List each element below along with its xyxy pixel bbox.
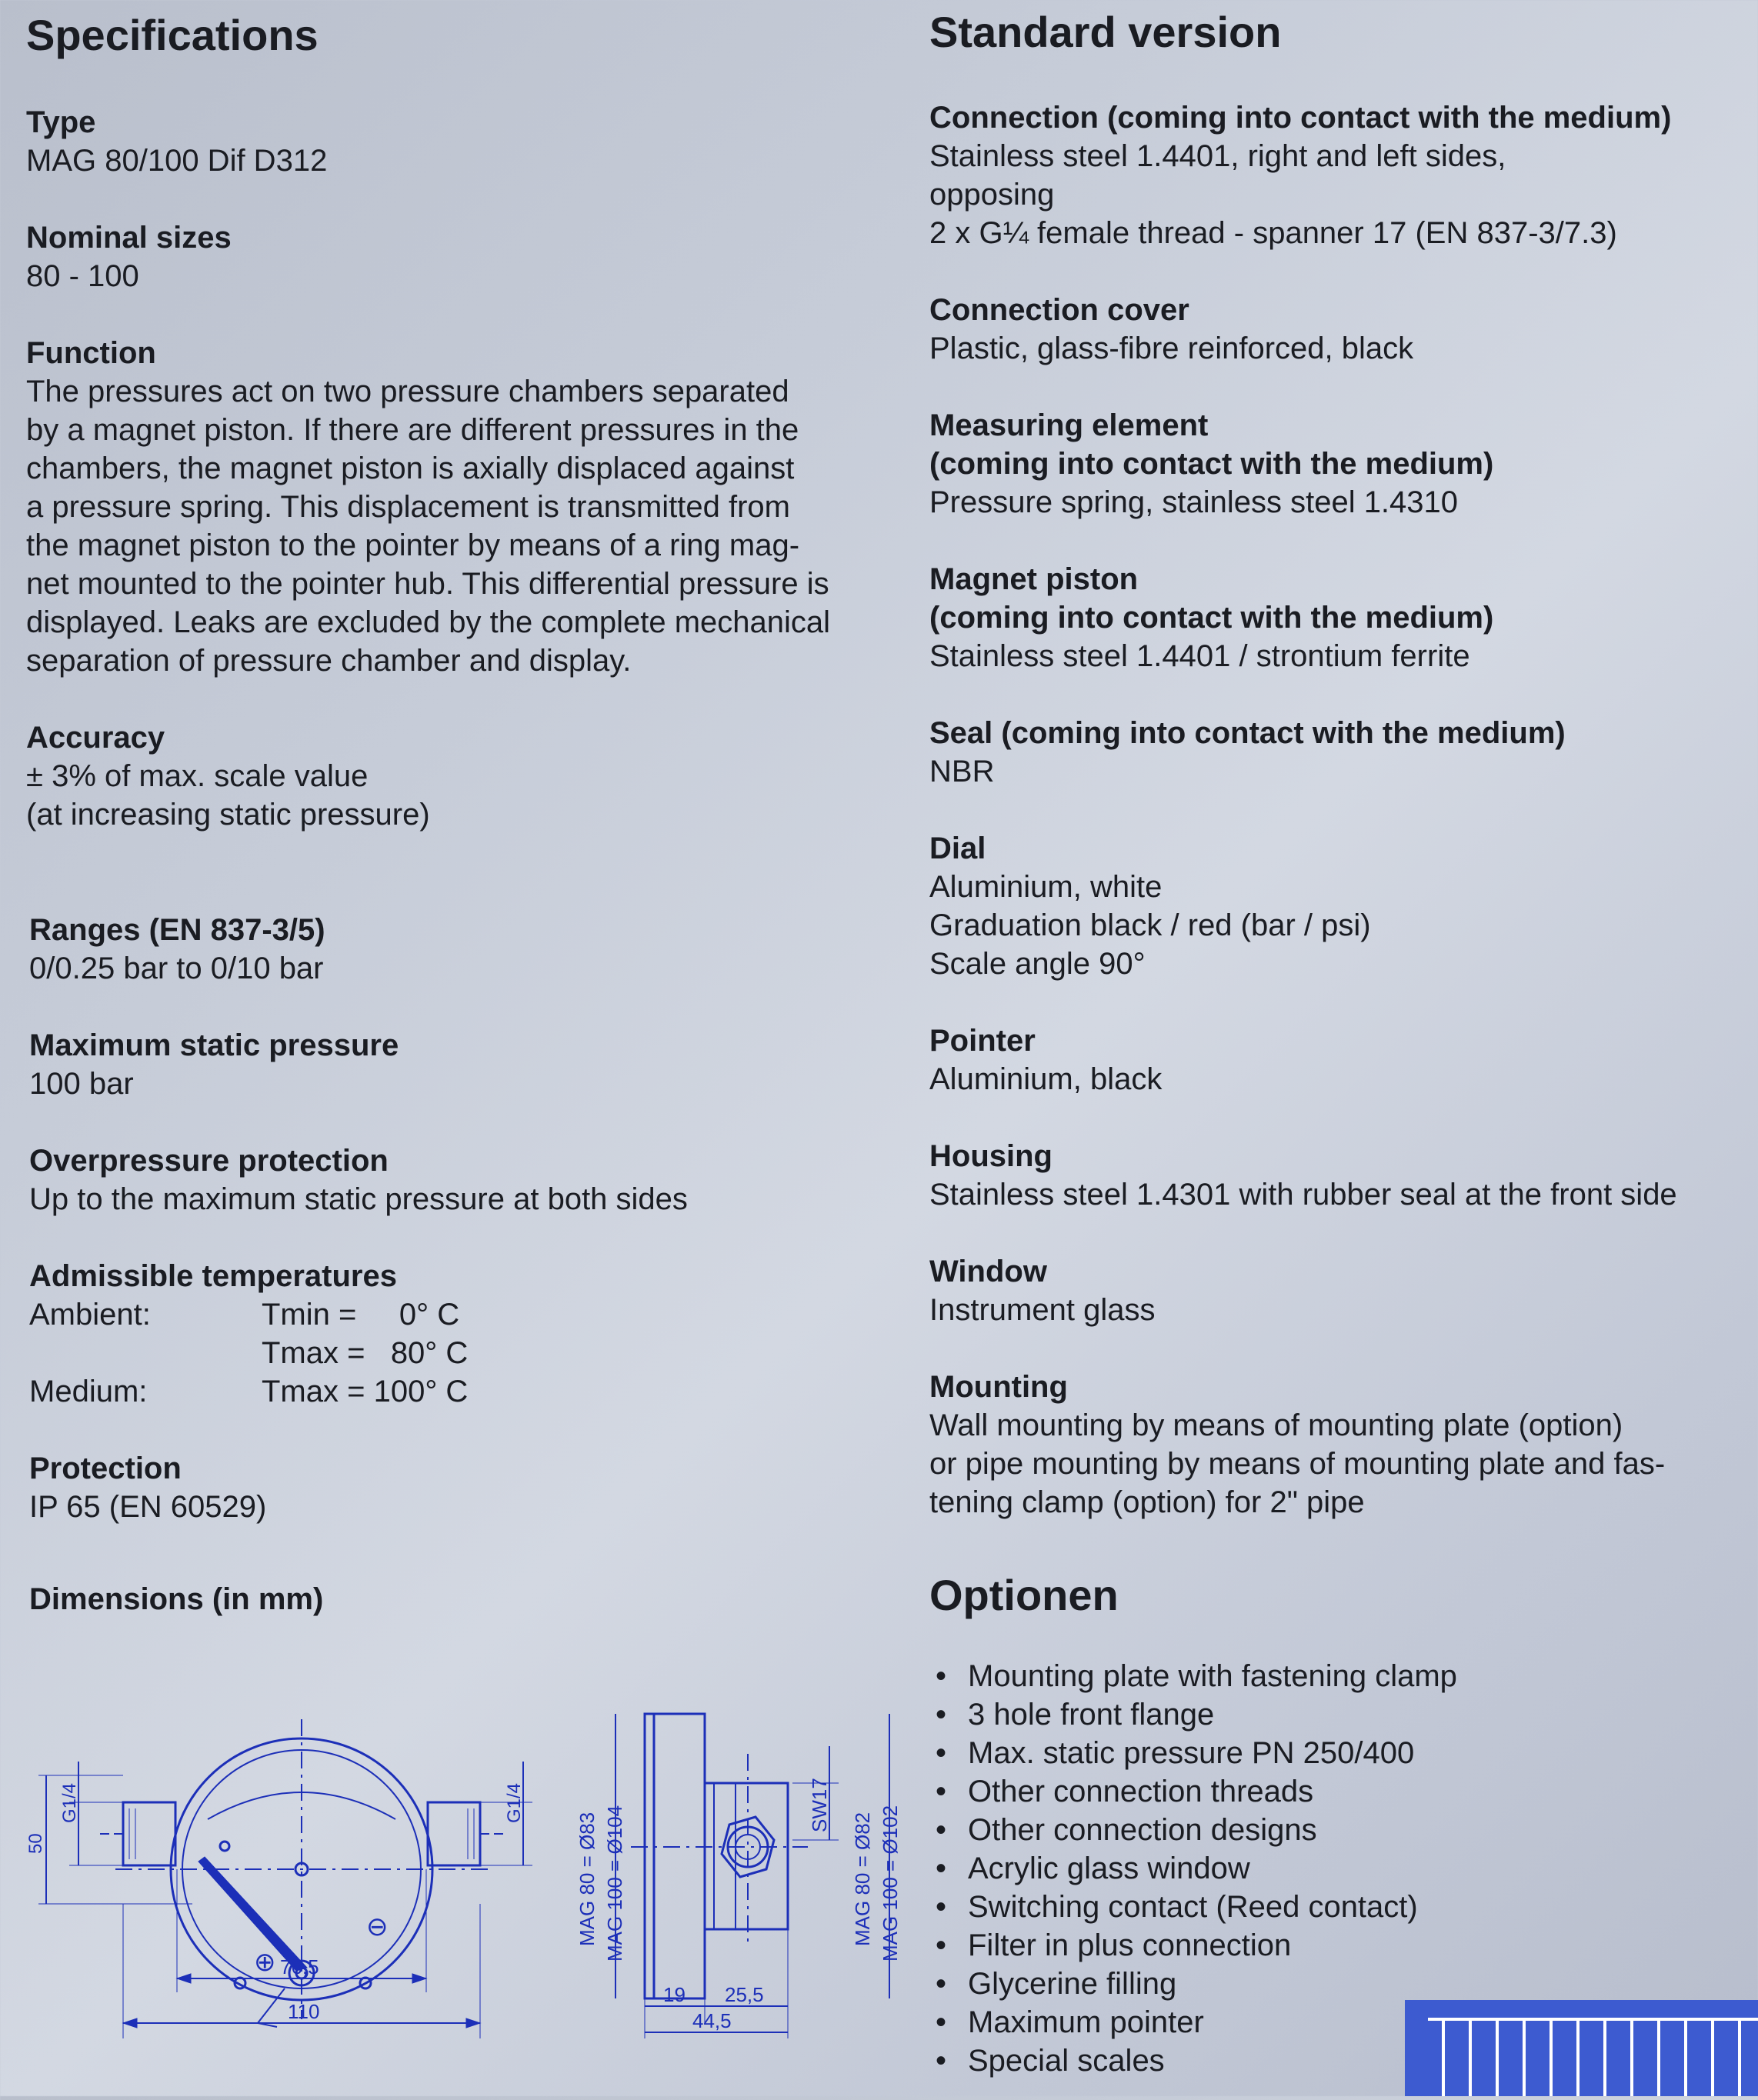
option-item: • Mounting plate with fastening clamp: [931, 1657, 1457, 1695]
pointer-needle: [198, 1857, 307, 1971]
option-item: • Max. static pressure PN 250/400: [931, 1734, 1457, 1772]
mounting-heading: Mounting: [929, 1370, 1068, 1404]
housing-heading: Housing: [929, 1139, 1052, 1173]
max-static-pressure-value: 100 bar: [29, 1067, 134, 1101]
dial-section: [929, 829, 1371, 983]
option-item: • 3 hole front flange: [931, 1695, 1457, 1734]
dimensions-heading: Dimensions (in mm): [29, 1582, 324, 1616]
dimension-drawing: [23, 1638, 923, 2038]
measuring-element-heading: Measuring element (coming into contact with the medium): [929, 408, 1494, 481]
left-connection-stub: [123, 1802, 175, 1865]
dial-heading: Dial: [929, 832, 986, 865]
accuracy-section: [26, 718, 430, 834]
accuracy-heading: Accuracy: [26, 721, 165, 755]
mounting-text: Wall mounting by means of mounting plate (option) or pipe mounting by means of mounting plate and fas- tening clamp (option) for 2" pipe: [929, 1408, 1666, 1519]
type-heading: Type: [26, 105, 96, 139]
type-section: [26, 103, 327, 180]
housing-text: Stainless steel 1.4301 with rubber seal at the front side: [929, 1178, 1677, 1212]
temperatures-heading: Admissible temperatures: [29, 1259, 397, 1293]
ranges-heading: Ranges (EN 837-3/5): [29, 913, 325, 947]
measuring-element-text: Pressure spring, stainless steel 1.4310: [929, 485, 1459, 519]
standard-version-title: Standard version: [929, 8, 1282, 56]
sw17-label: SW17: [808, 1778, 831, 1832]
connection-cover-text: Plastic, glass-fibre reinforced, black: [929, 332, 1414, 365]
side-housing: [654, 1714, 705, 1998]
dimensions-section: [29, 1580, 323, 1618]
magnet-piston-section: [929, 560, 1493, 675]
type-value: MAG 80/100 Dif D312: [26, 144, 328, 178]
mag80-83-label: MAG 80 = Ø83: [575, 1812, 599, 1946]
tmax-medium-value: Tmax = 100° C: [262, 1375, 469, 1408]
dim-44-5-label: 44,5: [692, 2009, 732, 2032]
connection-section: [929, 98, 1671, 252]
temperature-row-ambient: [29, 1295, 468, 1334]
option-item: • Filter in plus connection: [931, 1926, 1457, 1965]
accuracy-text: ± 3% of max. scale value (at increasing static pressure): [26, 759, 430, 832]
tmin-value: Tmin = 0° C: [262, 1298, 460, 1332]
pointer-text: Aluminium, black: [929, 1062, 1163, 1096]
dim-76-5-label: 76,5: [280, 1955, 319, 1978]
magnet-piston-heading: Magnet piston (coming into contact with the medium): [929, 562, 1494, 635]
right-connection-stub: [428, 1802, 480, 1865]
measuring-element-section: [929, 406, 1493, 522]
minus-symbol: ⊖: [366, 1912, 389, 1942]
option-item: • Acrylic glass window: [931, 1849, 1457, 1888]
housing-section: [929, 1137, 1677, 1214]
ambient-label: Ambient:: [29, 1298, 151, 1332]
connection-cover-section: [929, 291, 1413, 368]
option-item: • Special scales: [931, 2042, 1457, 2080]
nominal-sizes-section: [26, 218, 232, 295]
max-static-pressure-section: [29, 1026, 399, 1103]
dim-110-label: 110: [288, 2000, 320, 2023]
side-front-rim: [645, 1714, 654, 1998]
temperatures-section: [29, 1257, 468, 1411]
connection-text: Stainless steel 1.4401, right and left sides, opposing 2 x G¼ female thread - spanner 17 (EN 837-3/7.3): [929, 139, 1617, 250]
g14-right-label: G1/4: [504, 1782, 525, 1823]
options-title: Optionen: [929, 1571, 1119, 1619]
ranges-section: [29, 911, 325, 988]
option-item: • Switching contact (Reed contact): [931, 1888, 1457, 1926]
decorative-blue-tile: [1405, 2000, 1758, 2096]
temperature-row-ambient-max: [29, 1334, 468, 1372]
nominal-sizes-value: 80 - 100: [26, 259, 139, 293]
protection-value: IP 65 (EN 60529): [29, 1490, 267, 1524]
magnet-piston-text: Stainless steel 1.4401 / strontium ferrite: [929, 639, 1470, 673]
protection-heading: Protection: [29, 1452, 182, 1485]
seal-text: NBR: [929, 755, 995, 788]
nominal-sizes-heading: Nominal sizes: [26, 221, 232, 255]
option-item: • Maximum pointer: [931, 2003, 1457, 2042]
mounting-section: [929, 1368, 1665, 1522]
dim-50-label: 50: [25, 1833, 46, 1854]
function-heading: Function: [26, 336, 156, 370]
overpressure-heading: Overpressure protection: [29, 1144, 389, 1178]
window-heading: Window: [929, 1255, 1047, 1288]
seal-heading: Seal (coming into contact with the medium): [929, 716, 1566, 750]
option-item: • Glycerine filling: [931, 1965, 1457, 2003]
temperature-row-medium: [29, 1372, 468, 1411]
window-section: [929, 1252, 1155, 1329]
overpressure-section: [29, 1142, 688, 1218]
upper-left-dot: [220, 1842, 229, 1851]
connection-cover-heading: Connection cover: [929, 293, 1189, 327]
seal-section: [929, 714, 1566, 791]
ranges-value: 0/0.25 bar to 0/10 bar: [29, 952, 324, 985]
protection-section: [29, 1449, 266, 1526]
window-text: Instrument glass: [929, 1293, 1156, 1327]
dim-19-label: 19: [663, 1983, 686, 2006]
g14-left-label: G1/4: [59, 1782, 80, 1823]
function-section: [26, 334, 896, 680]
dim-25-5-label: 25,5: [725, 1983, 764, 2006]
option-item: • Other connection threads: [931, 1772, 1457, 1811]
max-static-pressure-heading: Maximum static pressure: [29, 1028, 399, 1062]
side-connection-block: [705, 1783, 788, 1929]
pointer-heading: Pointer: [929, 1024, 1036, 1058]
plus-symbol: ⊕: [254, 1948, 276, 1977]
option-item: • Other connection designs: [931, 1811, 1457, 1849]
connection-heading: Connection (coming into contact with the medium): [929, 101, 1672, 135]
options-list: [931, 1657, 1457, 2080]
function-text: The pressures act on two pressure chambers separated by a magnet piston. If there are different pressures in the chambers, the magnet piston is axially displaced against a pressure spring. This displacement is transmitted from the magnet piston to the pointer by means of a ring mag- net mounted to the pointer hub. This differential pressure is displayed. Leaks are excluded by the complete mechanical separation of pressure chamber and display.: [26, 375, 831, 678]
tmax-ambient-value: Tmax = 80° C: [262, 1336, 469, 1370]
overpressure-value: Up to the maximum static pressure at both sides: [29, 1182, 688, 1216]
mag100-104-label: MAG 100 = Ø104: [603, 1805, 626, 1962]
specifications-title: Specifications: [26, 11, 319, 59]
dial-text: Aluminium, white Graduation black / red (bar / psi) Scale angle 90°: [929, 870, 1371, 981]
mag100-102-label: MAG 100 = Ø102: [879, 1805, 902, 1962]
pointer-section: [929, 1022, 1162, 1098]
mag80-82-label: MAG 80 = Ø82: [851, 1812, 874, 1946]
medium-label: Medium:: [29, 1375, 148, 1408]
